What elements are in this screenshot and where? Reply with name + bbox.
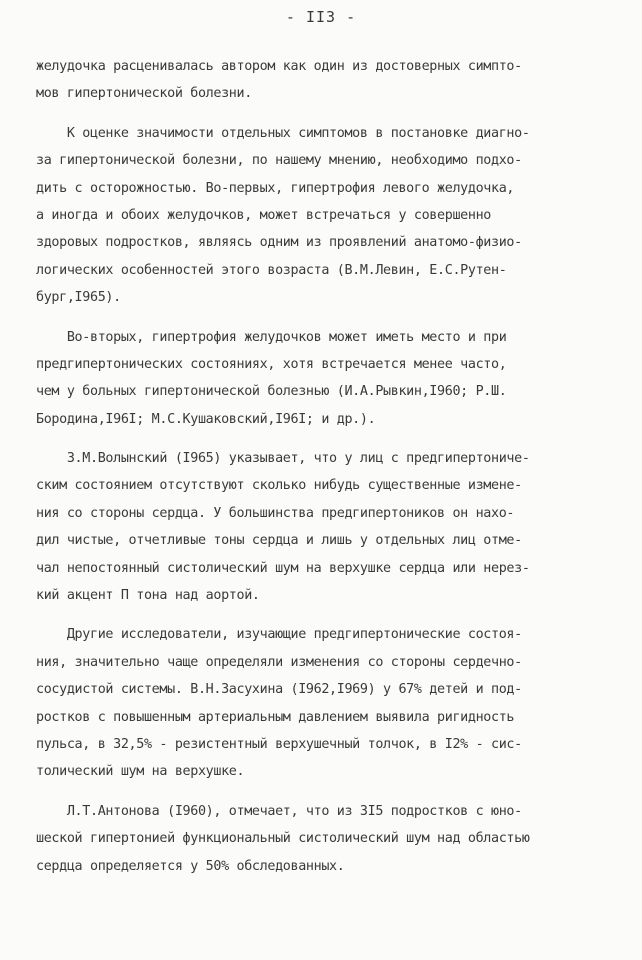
paragraph-3 — [36, 324, 616, 434]
text-line: ским состоянием отсутствуют сколько нибудь существенные измене- — [36, 478, 522, 494]
text-line: а иногда и обоих желудочков, может встречаться у совершенно — [36, 207, 491, 223]
body-text — [36, 53, 616, 880]
text-line: ростков с повышенным артериальным давлением выявила ригидность — [36, 709, 515, 725]
text-line: кий акцент П тона над аортой. — [36, 588, 260, 604]
text-line: сосудистой системы. В.Н.Засухина (I962,I969) у 67% детей и под- — [36, 682, 522, 698]
text-line: Во-вторых, гипертрофия желудочков может иметь место и при — [36, 329, 507, 345]
text-line: шеской гипертонией функциональный систолический шум над областью — [36, 831, 530, 847]
text-line: ния со стороны сердца. У большинства предгипертоников он нахо- — [36, 505, 515, 521]
text-line: здоровых подростков, являясь одним из проявлений анатомо-физио- — [36, 235, 522, 251]
text-line: желудочка расценивалась автором как один из достоверных симпто- — [36, 59, 522, 74]
text-line: чем у больных гипертонической болезнью (И.А.Рывкин,I960; Р.Ш. — [36, 384, 507, 400]
page-number: - II3 - — [285, 8, 357, 26]
paragraph-6 — [36, 798, 616, 880]
text-line: ния, значительно чаще определяли изменения со стороны сердечно- — [36, 654, 522, 670]
text-line: за гипертонической болезни, по нашему мнению, необходимо подхо- — [36, 153, 522, 169]
paragraph-5 — [36, 621, 616, 785]
text-line: дить с осторожностью. Во-первых, гипертрофия левого желудочка, — [36, 180, 515, 196]
text-line: Л.Т.Антонова (I960), отмечает, что из 3I5 подростков с юно- — [36, 803, 522, 819]
text-line: предгипертонических состояниях, хотя встречается менее часто, — [36, 356, 507, 372]
text-line: К оценке значимости отдельных симптомов в постановке диагно- — [36, 125, 530, 141]
text-line: толический шум на верхушке. — [36, 764, 245, 780]
text-line: логических особенностей этого возраста (В.М.Левин, Е.С.Рутен- — [36, 262, 507, 278]
text-line: чал непостоянный систолический шум на верхушке сердца или нерез- — [36, 560, 530, 576]
paragraph-4 — [36, 445, 616, 609]
text-line: дил чистые, отчетливые тоны сердца и лишь у отдельных лиц отме- — [36, 533, 522, 549]
text-line: Другие исследователи, изучающие предгипертонические состоя- — [36, 627, 522, 643]
text-line: пульса, в 32,5% - резистентный верхушечный толчок, в I2% - сис- — [36, 736, 522, 752]
paragraph-1 — [36, 53, 616, 108]
text-line: мов гипертонической болезни. — [36, 86, 252, 102]
text-line: З.М.Волынский (I965) указывает, что у лиц с предгипертониче- — [36, 451, 530, 467]
text-line: сердца определяется у 50% обследованных. — [36, 858, 345, 874]
text-line: Бородина,I96I; М.С.Кушаковский,I96I; и др.). — [36, 411, 376, 427]
text-line: бург,I965). — [36, 290, 121, 306]
paragraph-2 — [36, 120, 616, 312]
